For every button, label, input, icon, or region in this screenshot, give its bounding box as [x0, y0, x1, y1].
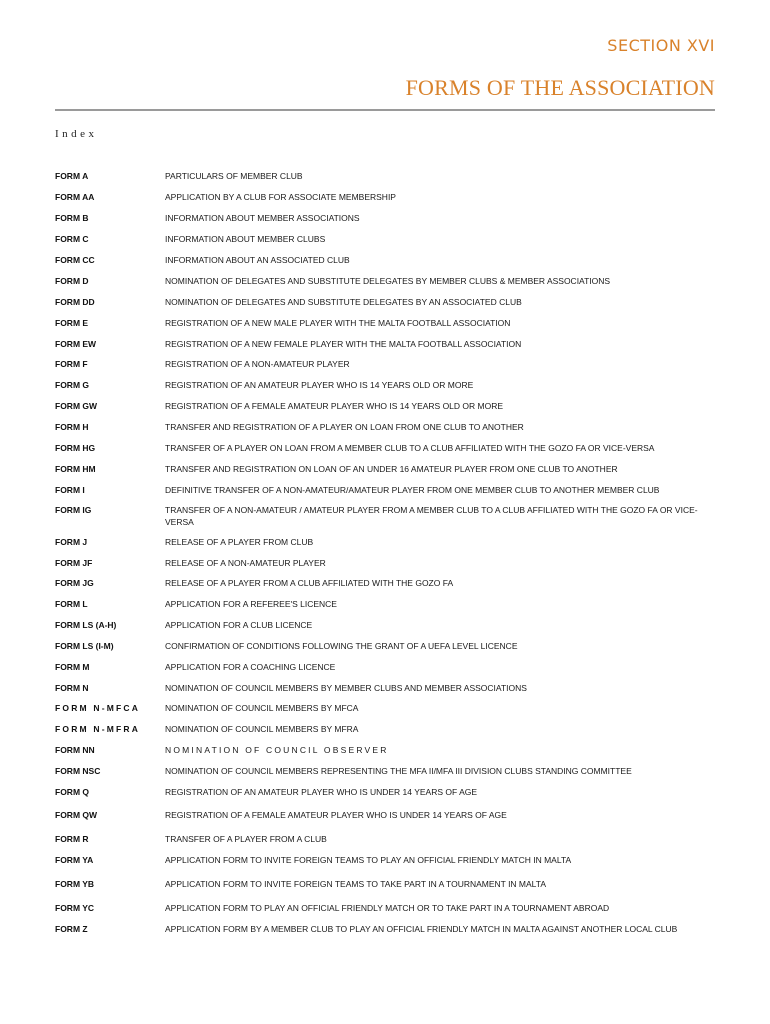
- form-description: INFORMATION ABOUT MEMBER CLUBS: [165, 234, 326, 244]
- form-code: FORM E: [55, 318, 89, 328]
- form-description: CONFIRMATION OF CONDITIONS FOLLOWING THE GRANT OF A UEFA LEVEL LICENCE: [165, 641, 518, 651]
- form-description: APPLICATION FORM TO INVITE FOREIGN TEAMS TO PLAY AN OFFICIAL FRIENDLY MATCH IN MALTA: [165, 855, 572, 865]
- form-description: NOMINATION OF DELEGATES AND SUBSTITUTE DELEGATES BY MEMBER CLUBS & MEMBER ASSOCIATIONS: [165, 276, 611, 286]
- form-code: FORM YC: [55, 903, 95, 913]
- form-description: TRANSFER AND REGISTRATION OF A PLAYER ON LOAN FROM ONE CLUB TO ANOTHER: [165, 422, 524, 432]
- form-code: FORM B: [55, 213, 89, 223]
- form-description: APPLICATION FORM BY A MEMBER CLUB TO PLAY AN OFFICIAL FRIENDLY MATCH IN MALTA AGAINST ANOTHER LOCAL CLUB: [165, 924, 678, 934]
- form-description: NOMINATION OF DELEGATES AND SUBSTITUTE DELEGATES BY AN ASSOCIATED CLUB: [165, 297, 522, 307]
- form-description: REGISTRATION OF AN AMATEUR PLAYER WHO IS UNDER 14 YEARS OF AGE: [165, 787, 478, 797]
- form-code: FORM EW: [55, 339, 97, 349]
- section-label: SECTION XVI: [607, 36, 715, 55]
- form-code: FORM YA: [55, 855, 94, 865]
- form-code: FORM AA: [55, 192, 95, 202]
- form-code: FORM N-MFRA: [55, 724, 141, 734]
- form-code: FORM Q: [55, 787, 89, 797]
- index-heading: Index: [55, 128, 98, 140]
- form-code: FORM M: [55, 662, 90, 672]
- form-code: FORM CC: [55, 255, 95, 265]
- form-code: FORM G: [55, 380, 89, 390]
- page-title: FORMS OF THE ASSOCIATION: [405, 75, 715, 100]
- form-description: TRANSFER OF A PLAYER FROM A CLUB: [165, 834, 327, 844]
- form-description: REGISTRATION OF A NEW FEMALE PLAYER WITH THE MALTA FOOTBALL ASSOCIATION: [165, 339, 522, 349]
- form-code: FORM NSC: [55, 766, 101, 776]
- form-description: TRANSFER OF A PLAYER ON LOAN FROM A MEMBER CLUB TO A CLUB AFFILIATED WITH THE GOZO FA OR VICE-VERSA: [165, 443, 655, 453]
- form-code: FORM DD: [55, 297, 95, 307]
- form-code: FORM N-MFCA: [55, 703, 141, 713]
- form-code: FORM IG: [55, 505, 92, 515]
- form-description: PARTICULARS OF MEMBER CLUB: [165, 171, 303, 181]
- form-description: APPLICATION FORM TO PLAY AN OFFICIAL FRIENDLY MATCH OR TO TAKE PART IN A TOURNAMENT ABROAD: [165, 903, 610, 913]
- form-description: NOMINATION OF COUNCIL MEMBERS BY MEMBER CLUBS AND MEMBER ASSOCIATIONS: [165, 683, 527, 693]
- form-description: REGISTRATION OF A NEW MALE PLAYER WITH THE MALTA FOOTBALL ASSOCIATION: [165, 318, 511, 328]
- form-code: FORM F: [55, 359, 88, 369]
- form-description: DEFINITIVE TRANSFER OF A NON-AMATEUR/AMATEUR PLAYER FROM ONE MEMBER CLUB TO ANOTHER MEMBER CLUB: [165, 485, 660, 495]
- form-code: FORM H: [55, 422, 89, 432]
- form-description: NOMINATION OF COUNCIL MEMBERS REPRESENTING THE MFA II/MFA III DIVISION CLUBS STANDING COMMITTEE: [165, 766, 632, 776]
- form-code: FORM YB: [55, 879, 95, 889]
- form-description: APPLICATION FOR A REFEREE'S LICENCE: [165, 599, 337, 609]
- form-code: FORM J: [55, 537, 88, 547]
- form-description: TRANSFER OF A NON-AMATEUR / AMATEUR PLAYER FROM A MEMBER CLUB TO A CLUB AFFILIATED WITH THE GOZO FA OR VICE-VERSA: [165, 505, 698, 527]
- form-code: FORM Z: [55, 924, 88, 934]
- form-description: REGISTRATION OF A FEMALE AMATEUR PLAYER WHO IS UNDER 14 YEARS OF AGE: [165, 810, 507, 820]
- form-description: NOMINATION OF COUNCIL MEMBERS BY MFCA: [165, 703, 359, 713]
- form-code: FORM JG: [55, 578, 94, 588]
- form-description: NOMINATION OF COUNCIL MEMBERS BY MFRA: [165, 724, 359, 734]
- form-code: FORM R: [55, 834, 89, 844]
- form-code: FORM HG: [55, 443, 96, 453]
- form-code: FORM NN: [55, 745, 95, 755]
- form-description: RELEASE OF A NON-AMATEUR PLAYER: [165, 558, 326, 568]
- form-code: FORM GW: [55, 401, 98, 411]
- form-description: REGISTRATION OF A NON-AMATEUR PLAYER: [165, 359, 350, 369]
- form-code: FORM QW: [55, 810, 98, 820]
- form-description: APPLICATION FORM TO INVITE FOREIGN TEAMS TO TAKE PART IN A TOURNAMENT IN MALTA: [165, 879, 547, 889]
- form-code: FORM I: [55, 485, 85, 495]
- form-description: APPLICATION FOR A CLUB LICENCE: [165, 620, 313, 630]
- form-code: FORM HM: [55, 464, 96, 474]
- form-code: FORM L: [55, 599, 88, 609]
- form-code: FORM D: [55, 276, 89, 286]
- form-description: INFORMATION ABOUT AN ASSOCIATED CLUB: [165, 255, 350, 265]
- form-description: TRANSFER AND REGISTRATION ON LOAN OF AN UNDER 16 AMATEUR PLAYER FROM ONE CLUB TO ANOTHER: [165, 464, 618, 474]
- form-description: REGISTRATION OF A FEMALE AMATEUR PLAYER WHO IS 14 YEARS OLD OR MORE: [165, 401, 504, 411]
- form-code: FORM LS (A-H): [55, 620, 117, 630]
- form-description: REGISTRATION OF AN AMATEUR PLAYER WHO IS 14 YEARS OLD OR MORE: [165, 380, 474, 390]
- form-code: FORM JF: [55, 558, 93, 568]
- form-description: NOMINATION OF COUNCIL OBSERVER: [165, 745, 389, 755]
- form-code: FORM A: [55, 171, 89, 181]
- form-code: FORM N: [55, 683, 89, 693]
- form-code: FORM C: [55, 234, 89, 244]
- form-description: APPLICATION BY A CLUB FOR ASSOCIATE MEMBERSHIP: [165, 192, 396, 202]
- form-code: FORM LS (I-M): [55, 641, 114, 651]
- form-description: RELEASE OF A PLAYER FROM A CLUB AFFILIATED WITH THE GOZO FA: [165, 578, 454, 588]
- form-description: INFORMATION ABOUT MEMBER ASSOCIATIONS: [165, 213, 360, 223]
- form-description: APPLICATION FOR A COACHING LICENCE: [165, 662, 336, 672]
- form-description: RELEASE OF A PLAYER FROM CLUB: [165, 537, 314, 547]
